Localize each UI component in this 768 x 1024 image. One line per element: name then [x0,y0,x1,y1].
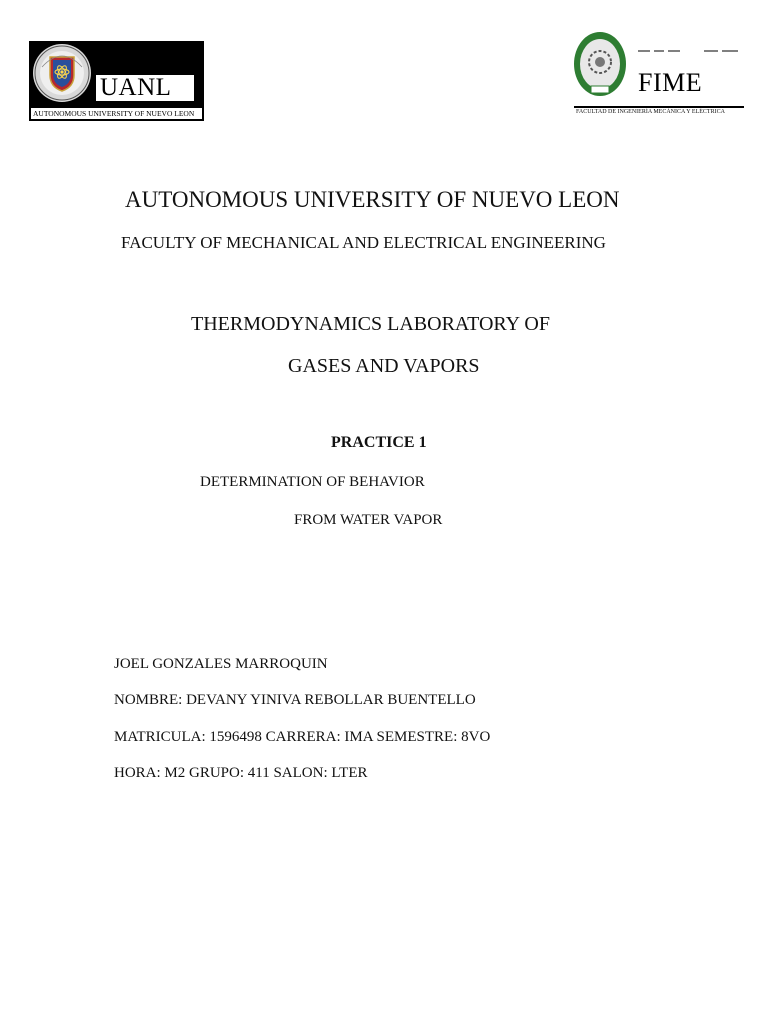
practice-heading: PRACTICE 1 [331,434,427,451]
uanl-logo [29,41,204,121]
student-schedule: HORA: M2 GRUPO: 411 SALON: LTER [114,765,368,781]
fime-wordmark: FIME [638,68,703,97]
faculty-title: FACULTY OF MECHANICAL AND ELECTRICAL ENGINEERING [121,233,606,252]
subject-line-2: FROM WATER VAPOR [294,512,443,528]
lab-title-line-1: THERMODYNAMICS LABORATORY OF [191,313,550,335]
subject-line-1: DETERMINATION OF BEHAVIOR [200,474,425,490]
student-matricula: MATRICULA: 1596498 CARRERA: IMA SEMESTRE: 8VO [114,729,491,745]
fime-logo [570,28,746,120]
uanl-wordmark: UANL [100,74,172,101]
uanl-caption: AUTONOMOUS UNIVERSITY OF NUEVO LEON [33,109,195,118]
uanl-wordmark-box [96,75,194,101]
teacher-name: JOEL GONZALES MARROQUIN [114,656,328,672]
fime-caption: FACULTAD DE INGENIERÍA MECÁNICA Y ELÉCTRICA [576,109,725,115]
university-title: AUTONOMOUS UNIVERSITY OF NUEVO LEON [125,187,620,212]
fime-seal-icon [572,30,628,104]
fime-dash-line-icon [638,48,744,54]
lab-title-line-2: GASES AND VAPORS [288,355,480,377]
uanl-seal-icon [32,43,92,103]
uanl-caption-box [31,108,202,119]
student-name: NOMBRE: DEVANY YINIVA REBOLLAR BUENTELLO [114,692,476,708]
